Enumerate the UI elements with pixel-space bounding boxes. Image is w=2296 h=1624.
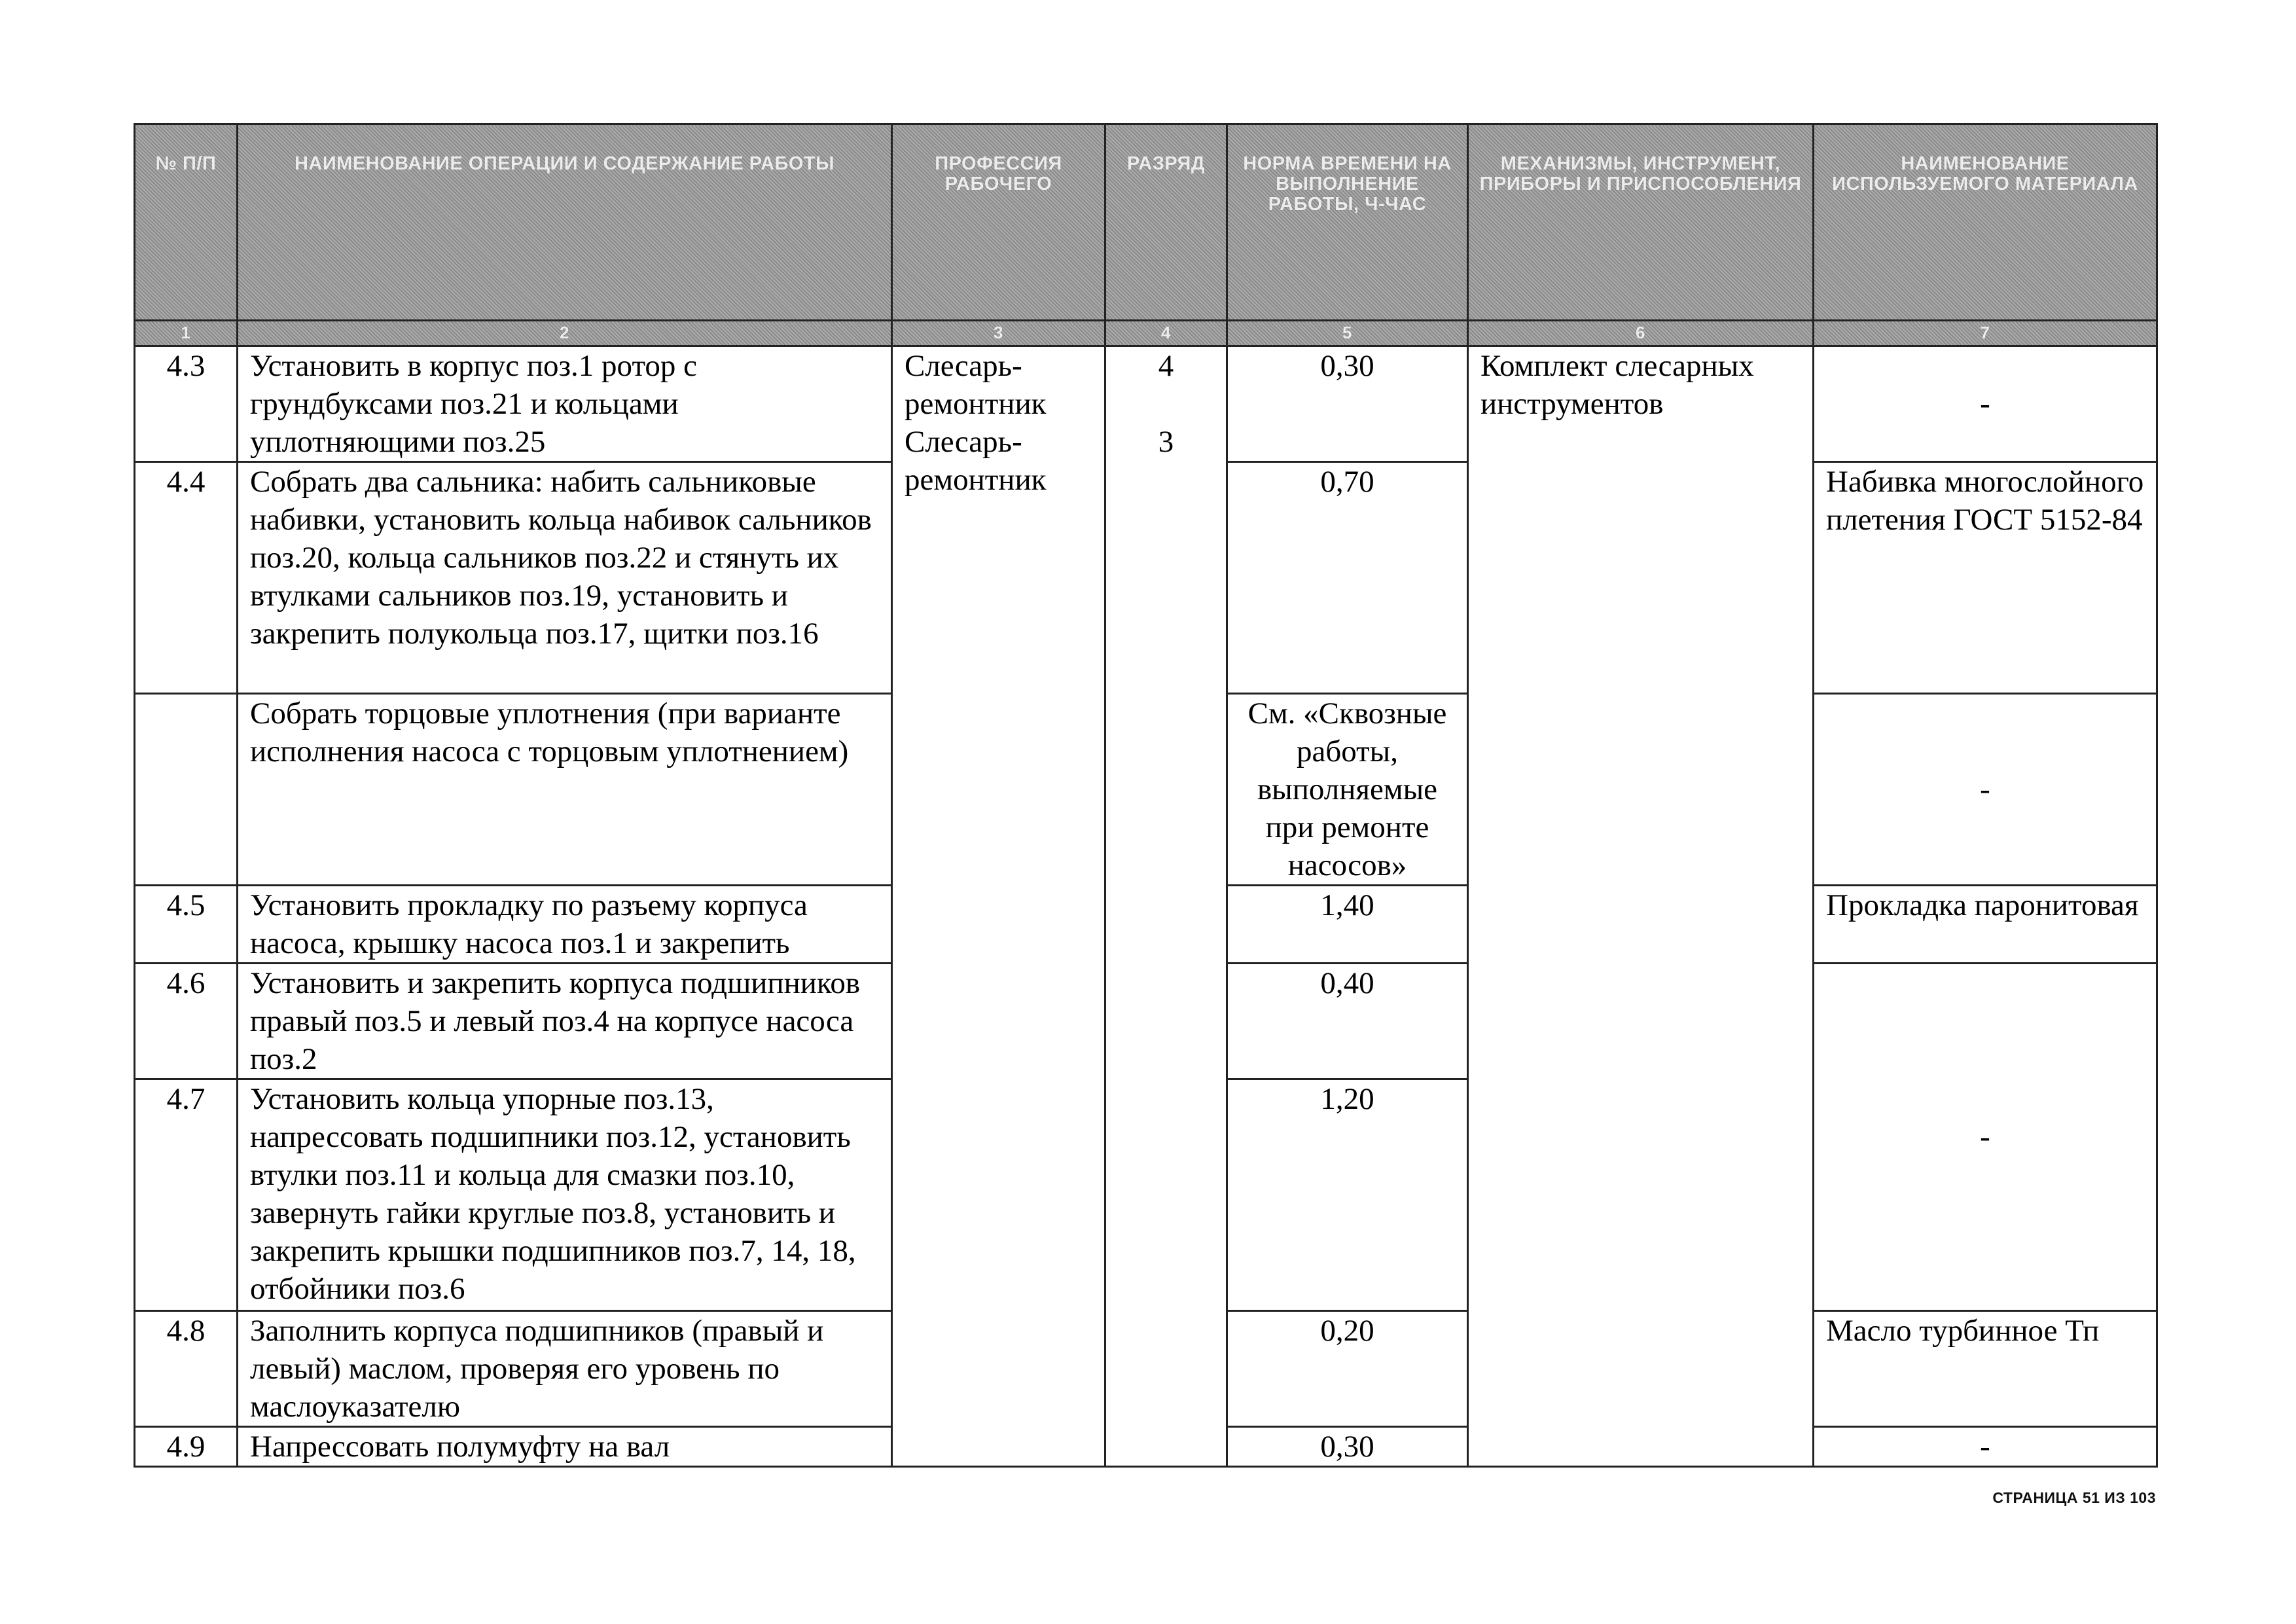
grade-second: 3 xyxy=(1158,425,1174,459)
column-number: 4 xyxy=(1105,321,1227,346)
time-norm: 0,30 xyxy=(1227,346,1468,462)
grade-cell xyxy=(1105,346,1227,1467)
header-operation: НАИМЕНОВАНИЕ ОПЕРАЦИИ И СОДЕРЖАНИЕ РАБОТЫ xyxy=(238,124,892,321)
time-norm: 0,40 xyxy=(1227,964,1468,1079)
row-number: 4.3 xyxy=(135,346,238,462)
header-num: № П/П xyxy=(135,124,238,321)
header-grade: РАЗРЯД xyxy=(1105,124,1227,321)
material-cell: Прокладка паронитовая xyxy=(1814,886,2157,964)
page-number: СТРАНИЦА 51 ИЗ 103 xyxy=(1992,1489,2156,1506)
table-row xyxy=(135,346,2157,462)
material-cell: Набивка многослойного плетения ГОСТ 5152-84 xyxy=(1814,462,2157,694)
time-norm: 1,40 xyxy=(1227,886,1468,964)
row-number: 4.6 xyxy=(135,964,238,1079)
row-number: 4.8 xyxy=(135,1311,238,1427)
grade-spacer xyxy=(1118,385,1214,423)
material-cell: - xyxy=(1814,964,2157,1311)
profession-second: Слесарь-ремонтник xyxy=(905,425,1047,497)
material-cell: - xyxy=(1814,694,2157,886)
time-norm: 0,70 xyxy=(1227,462,1468,694)
operation-text: Собрать два сальника: набить сальниковые набивки, установить кольца набивок сальников поз.20, кольца сальников поз.22 и стянуть их втулками сальников поз.19, установить и закрепить полукольца поз.17, щитки поз.16 xyxy=(238,462,892,694)
material-cell: - xyxy=(1814,1427,2157,1467)
operation-text: Заполнить корпуса подшипников (правый и левый) маслом, проверяя его уровень по маслоуказателю xyxy=(238,1311,892,1427)
grade-first: 4 xyxy=(1158,349,1174,383)
column-number: 6 xyxy=(1468,321,1814,346)
column-number: 7 xyxy=(1814,321,2157,346)
time-norm: 0,20 xyxy=(1227,1311,1468,1427)
profession-cell xyxy=(892,346,1105,1467)
header-tools: МЕХАНИЗМЫ, ИНСТРУМЕНТ, ПРИБОРЫ И ПРИСПОСОБЛЕНИЯ xyxy=(1468,124,1814,321)
time-norm: 0,30 xyxy=(1227,1427,1468,1467)
row-number: 4.4 xyxy=(135,462,238,694)
work-operations-table xyxy=(134,123,2158,1468)
operation-text: Установить кольца упорные поз.13, напрессовать подшипники поз.12, установить втулки поз.11 и кольца для смазки поз.10, завернуть гайки круглые поз.8, установить и закрепить крышки подшипников поз.7, 14, 18, отбойники поз.6 xyxy=(238,1079,892,1311)
operation-text: Установить и закрепить корпуса подшипников правый поз.5 и левый поз.4 на корпусе насоса поз.2 xyxy=(238,964,892,1079)
profession-first: Слесарь-ремонтник xyxy=(905,349,1047,421)
material-cell: Масло турбинное Тп xyxy=(1814,1311,2157,1427)
row-number xyxy=(135,694,238,886)
header-time-norm: НОРМА ВРЕМЕНИ НА ВЫПОЛНЕНИЕ РАБОТЫ, Ч-ЧАС xyxy=(1227,124,1468,321)
operation-text: Установить прокладку по разъему корпуса насоса, крышку насоса поз.1 и закрепить xyxy=(238,886,892,964)
operation-text: Собрать торцовые уплотнения (при варианте исполнения насоса с торцовым уплотнением) xyxy=(238,694,892,886)
material-cell: - xyxy=(1814,346,2157,462)
row-number: 4.5 xyxy=(135,886,238,964)
column-number: 3 xyxy=(892,321,1105,346)
header-material: НАИМЕНОВАНИЕ ИСПОЛЬЗУЕМОГО МАТЕРИАЛА xyxy=(1814,124,2157,321)
column-number: 2 xyxy=(238,321,892,346)
time-norm: 1,20 xyxy=(1227,1079,1468,1311)
column-number: 1 xyxy=(135,321,238,346)
operation-text: Установить в корпус поз.1 ротор с грундбуксами поз.21 и кольцами уплотняющими поз.25 xyxy=(238,346,892,462)
time-norm: См. «Сквозные работы, выполняемые при ремонте насосов» xyxy=(1227,694,1468,886)
column-number: 5 xyxy=(1227,321,1468,346)
header-profession: ПРОФЕССИЯ РАБОЧЕГО xyxy=(892,124,1105,321)
row-number: 4.9 xyxy=(135,1427,238,1467)
table-header xyxy=(135,124,2157,346)
operation-text: Напрессовать полумуфту на вал xyxy=(238,1427,892,1467)
row-number: 4.7 xyxy=(135,1079,238,1311)
tools-cell: Комплект слесарных инструментов xyxy=(1468,346,1814,1467)
